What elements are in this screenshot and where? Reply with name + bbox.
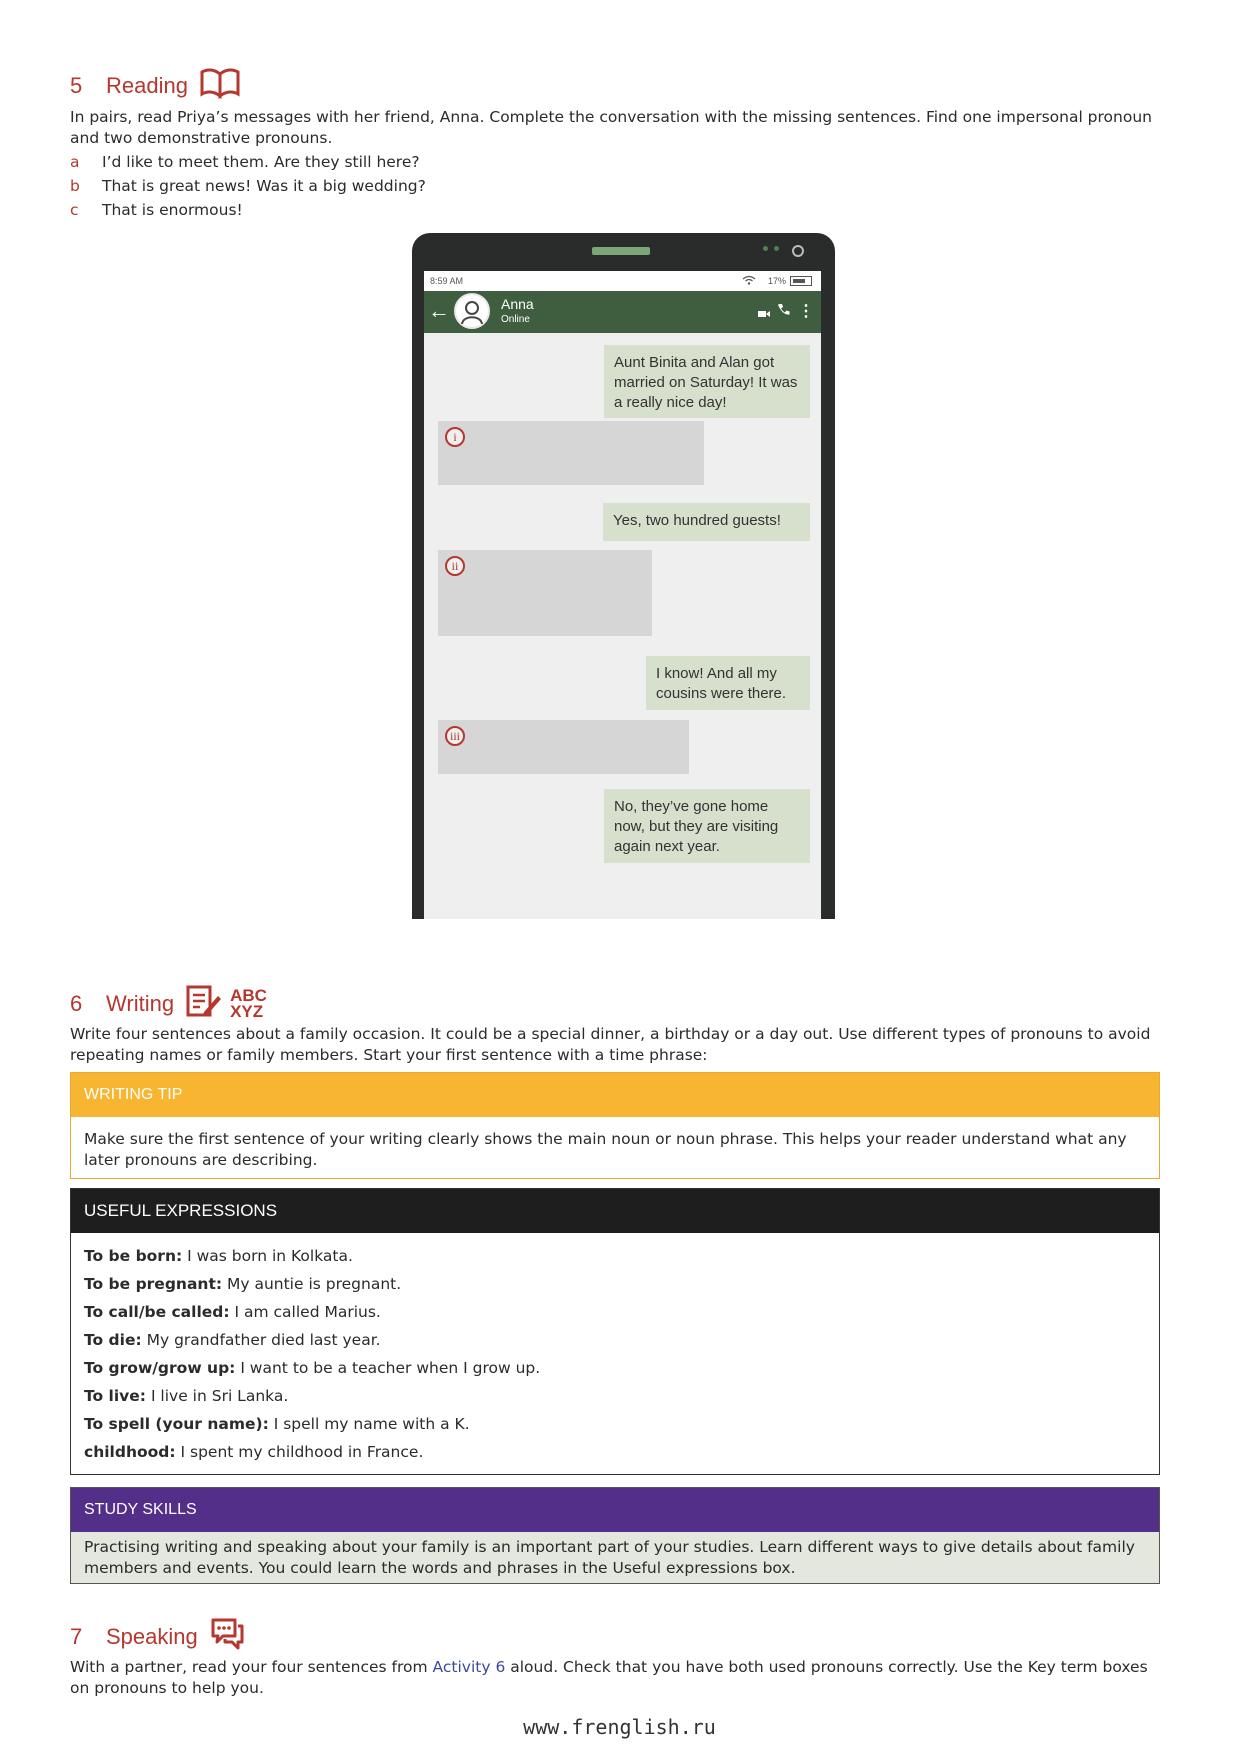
option-c	[70, 200, 243, 221]
expression-item	[84, 1354, 1146, 1382]
expression-example: My grandfather died last year.	[146, 1331, 381, 1349]
section-title: Writing	[106, 991, 175, 1016]
video-call-icon[interactable]	[758, 305, 770, 323]
useful-expressions-heading: USEFUL EXPRESSIONS	[71, 1189, 1159, 1233]
section-6-instruction: Write four sentences about a family occasion. It could be a special dinner, a birthday or a day out. Use different types of pronouns to avoid repeating names or family members. Start your first sentence with a time phrase:	[70, 1025, 1151, 1064]
status-bar	[424, 271, 821, 291]
expression-example: I live in Sri Lanka.	[150, 1387, 289, 1405]
missing-message-gap	[438, 550, 652, 636]
section-title: Speaking	[106, 1624, 198, 1649]
section-5-heading	[70, 66, 240, 106]
contact-status: Online	[501, 314, 530, 325]
message-bubble: No, they’ve gone home now, but they are visiting again next year.	[604, 789, 810, 863]
message-bubble: I know! And all my cousins were there.	[646, 656, 810, 710]
section-number: 5	[70, 73, 83, 98]
option-text: That is great news! Was it a big wedding?	[102, 177, 426, 195]
wifi-icon	[742, 275, 756, 287]
missing-message-gap	[438, 421, 704, 485]
expression-example: I want to be a teacher when I grow up.	[240, 1359, 541, 1377]
expression-item	[84, 1438, 1146, 1466]
section-number: 6	[70, 991, 83, 1016]
more-options-icon[interactable]: ⋮	[798, 303, 814, 320]
writing-tip-box	[70, 1072, 1160, 1179]
expression-example: I spell my name with a K.	[273, 1415, 470, 1433]
section-7-text-start: With a partner, read your four sentences from	[70, 1658, 428, 1676]
gap-label: i	[445, 427, 465, 447]
phone-call-icon[interactable]	[777, 303, 790, 319]
option-b	[70, 176, 426, 197]
study-skills-text: Practising writing and speaking about your family is an important part of your studies. Learn different ways to give details about family members and events. You could learn the words and phrases in the Useful expressions box.	[71, 1532, 1159, 1583]
useful-expressions-box	[70, 1188, 1160, 1475]
camera-icon	[792, 245, 804, 257]
sensor-dot	[763, 246, 768, 251]
expression-example: I spent my childhood in France.	[180, 1443, 424, 1461]
section-7-instruction	[70, 1657, 1160, 1699]
option-text: That is enormous!	[102, 201, 243, 219]
section-title: Reading	[106, 73, 188, 98]
writing-tip-text: Make sure the first sentence of your writing clearly shows the main noun or noun phrase. This helps your reader understand what any later pronouns are describing.	[84, 1130, 1127, 1169]
expression-term: To be born:	[84, 1247, 183, 1265]
section-7-heading	[70, 1617, 244, 1657]
expression-item	[84, 1410, 1146, 1438]
expression-term: childhood:	[84, 1443, 176, 1461]
phone-illustration	[412, 233, 835, 919]
expression-term: To be pregnant:	[84, 1275, 223, 1293]
expression-example: I am called Marius.	[234, 1303, 381, 1321]
contact-name: Anna	[501, 296, 534, 312]
expression-item	[84, 1326, 1146, 1354]
footer-url: www.frenglish.ru	[523, 1715, 716, 1739]
abc-xyz-icon	[230, 988, 267, 1020]
expression-term: To die:	[84, 1331, 142, 1349]
phone-screen	[424, 271, 821, 919]
section-7-text-end: aloud. Check that you have both used pronouns correctly. Use the Key term boxes on pronouns to help you.	[70, 1658, 1148, 1697]
phone-speaker	[592, 247, 650, 255]
option-letter: c	[70, 201, 79, 219]
sensor-dot	[774, 246, 779, 251]
expression-item	[84, 1270, 1146, 1298]
study-skills-heading: STUDY SKILLS	[71, 1488, 1159, 1532]
study-skills-box	[70, 1487, 1160, 1584]
xyz-text: XYZ	[230, 1002, 264, 1021]
expression-term: To live:	[84, 1387, 146, 1405]
expression-term: To spell (your name):	[84, 1415, 269, 1433]
book-icon	[200, 66, 240, 106]
option-letter: b	[70, 177, 80, 195]
expression-item	[84, 1382, 1146, 1410]
message-bubble: Aunt Binita and Alan got married on Saturday! It was a really nice day!	[604, 345, 810, 418]
expression-item	[84, 1298, 1146, 1326]
activity-6-link[interactable]: Activity 6	[432, 1658, 506, 1676]
expression-item	[84, 1242, 1146, 1270]
section-number: 7	[70, 1624, 83, 1649]
option-letter: a	[70, 153, 80, 171]
status-time: 8:59 AM	[430, 276, 464, 286]
useful-expressions-list	[71, 1233, 1159, 1474]
missing-message-gap	[438, 720, 689, 774]
writing-tip-heading: WRITING TIP	[71, 1073, 1159, 1117]
option-a	[70, 152, 420, 173]
gap-label: iii	[445, 726, 465, 746]
battery-percent: 17%	[768, 276, 787, 286]
expression-example: My auntie is pregnant.	[226, 1275, 402, 1293]
section-5-instruction: In pairs, read Priya’s messages with her friend, Anna. Complete the conversation with the missing sentences. Find one impersonal pronoun and two demonstrative pronouns.	[70, 108, 1152, 147]
back-arrow-icon[interactable]: ←	[428, 298, 450, 323]
avatar	[454, 293, 490, 329]
gap-label: ii	[445, 556, 465, 576]
expression-term: To call/be called:	[84, 1303, 230, 1321]
abc-text: ABC	[230, 986, 267, 1005]
message-bubble: Yes, two hundred guests!	[603, 503, 810, 541]
writing-icon	[186, 984, 222, 1024]
option-text: I’d like to meet them. Are they still here?	[102, 153, 420, 171]
battery-icon	[790, 276, 812, 286]
section-6-heading	[70, 984, 267, 1024]
expression-term: To grow/grow up:	[84, 1359, 236, 1377]
chat-header	[424, 291, 821, 333]
expression-example: I was born in Kolkata.	[187, 1247, 353, 1265]
speech-bubbles-icon	[210, 1617, 244, 1657]
